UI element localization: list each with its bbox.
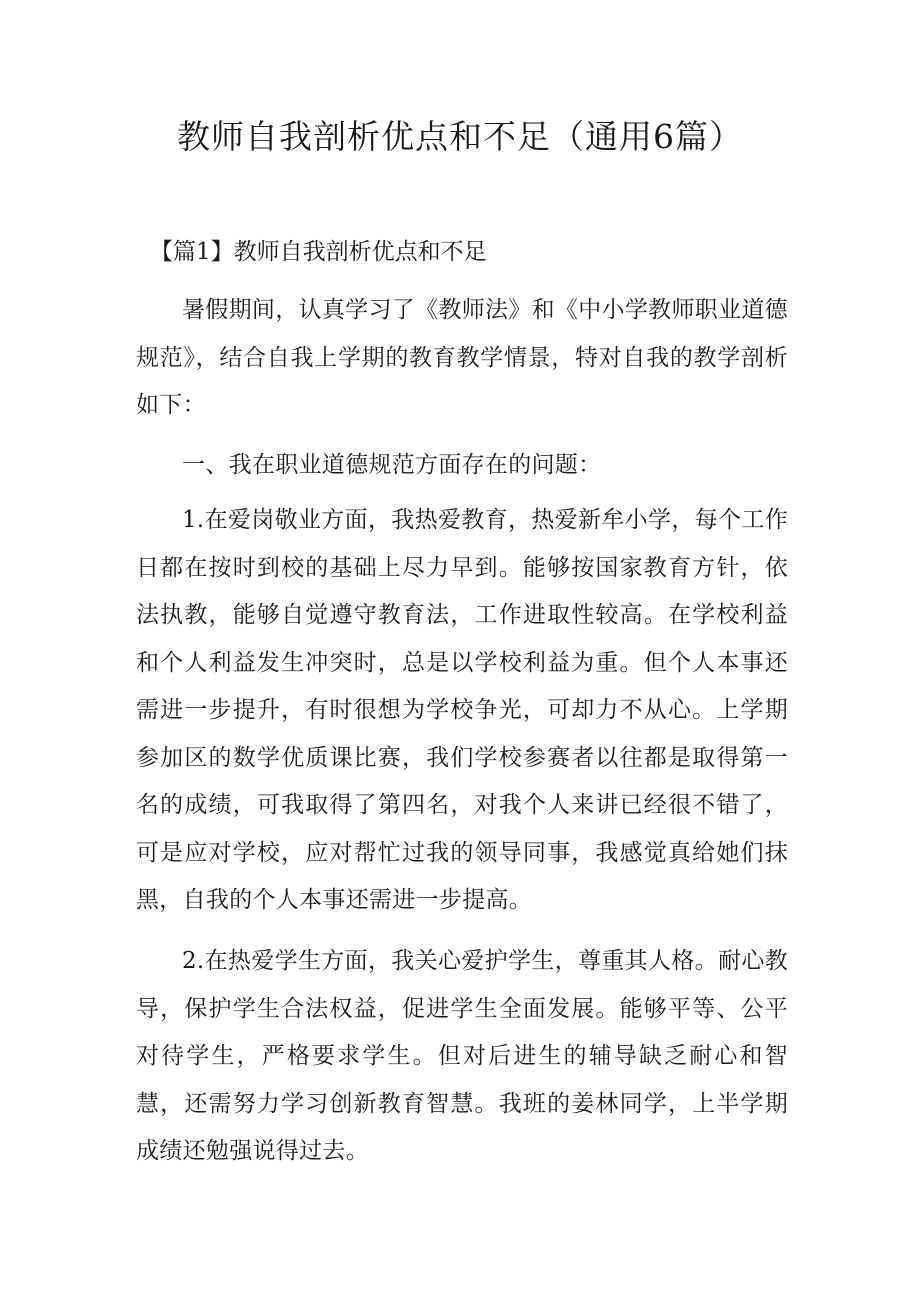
item-2-paragraph: 2.在热爱学生方面，我关心爱护学生，尊重其人格。耐心教导，保护学生合法权益，促进学生全面发展。能够平等、公平对待学生，严格要求学生。但对后进生的辅导缺乏耐心和智慧，还需努力学习创新教育智慧。我班的姜林同学，上半学期成绩还勉强说得过去。 bbox=[136, 948, 788, 1164]
item-1-paragraph: 1.在爱岗敬业方面，我热爱教育，热爱新牟小学，每个工作日都在按时到校的基础上尽力早到。能够按国家教育方针，依法执教，能够自觉遵守教育法，工作进取性较高。在学校利益和个人利益发生冲突时，总是以学校利益为重。但个人本事还需进一步提升，有时很想为学校争光，可却力不从心。上学期参加区的数学优质课比赛，我们学校参赛者以往都是取得第一名的成绩，可我取得了第四名，对我个人来讲已经很不错了，可是应对学校，应对帮忙过我的领导同事，我感觉真给她们抹黑，自我的个人本事还需进一步提高。 bbox=[136, 507, 788, 913]
document-title: 教师自我剖析优点和不足（通用6篇） bbox=[177, 117, 743, 156]
intro-paragraph: 暑假期间，认真学习了《教师法》和《中小学教师职业道德规范》，结合自我上学期的教育教学情景，特对自我的教学剖析如下： bbox=[136, 297, 788, 418]
section-heading: 【篇1】教师自我剖析优点和不足 bbox=[150, 239, 487, 265]
subheading-one: 一、我在职业道德规范方面存在的问题： bbox=[182, 452, 602, 478]
